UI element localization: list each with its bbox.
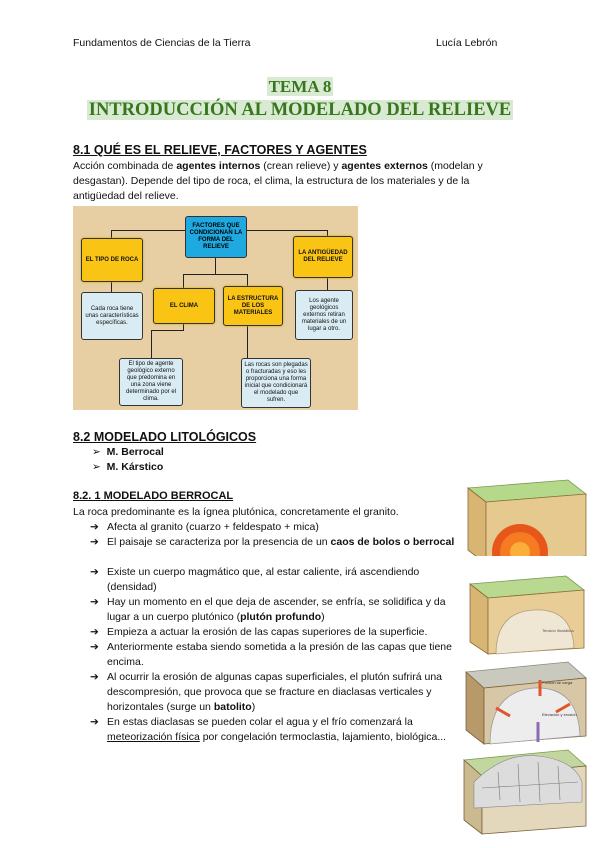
arrowhead-icon: ➢ [92, 446, 101, 458]
arrow-icon: ➔ [90, 641, 99, 653]
arrow-icon: ➔ [90, 716, 99, 728]
list-item: ➔ Empieza a actuar la erosión de las capas superiores de la superficie. [90, 626, 428, 638]
page-title: INTRODUCCIÓN AL MODELADO DEL RELIEVE [88, 100, 512, 120]
label-c: Elevación y erosión [542, 712, 577, 717]
list-item: ➔ Hay un momento en el que deja de ascender, se enfría, se solidifica y da lugar a un cuerpo plutónico (plutón profundo) [90, 596, 446, 623]
list-item: ➢ M. Berrocal [92, 446, 164, 458]
list-item: ➔ El paisaje se caracteriza por la presencia de un caos de bolos o berrocal [90, 536, 455, 548]
arrow-icon: ➔ [90, 626, 99, 638]
header-course: Fundamentos de Ciencias de la Tierra [73, 37, 251, 49]
diagram-estructura-box: LA ESTRUCTURA DE LOS MATERIALES [223, 286, 283, 326]
section-8-1-heading: 8.1 QUÉ ES EL RELIEVE, FACTORES Y AGENTES [73, 143, 367, 157]
list-item: ➔ Al ocurrir la erosión de algunas capas superficiales, el plutón sufrirá una descompresión, que provoca que se fracture en diaclasas verticales y horizontales (surge un batolito) [90, 671, 443, 713]
list-item: ➢ M. Kárstico [92, 461, 164, 473]
diagram-antiguedad-desc: Los agente geológicos externos retiran materiales de un lugar a otro. [295, 290, 353, 340]
tema-heading: TEMA 8 [268, 77, 332, 96]
berrocal-intro: La roca predominante es la ígnea plutónica, concretamente el granito. [73, 506, 399, 518]
list-item: ➔ Anteriormente estaba siendo sometida a la presión de las capas que tiene encima. [90, 641, 452, 668]
label-b: Presión de carga [542, 680, 573, 685]
arrow-icon: ➔ [90, 536, 99, 548]
header-author: Lucía Lebrón [436, 37, 498, 49]
list-item: ➔ Existe un cuerpo magmático que, al estar caliente, irá ascendiendo (densidad) [90, 566, 420, 593]
block-diagram-magma-rising [460, 470, 592, 566]
diagram-tipo-roca-box: EL TIPO DE ROCA [81, 238, 143, 282]
section-8-2-1-heading: 8.2. 1 MODELADO BERROCAL [73, 490, 234, 502]
arrow-icon: ➔ [90, 566, 99, 578]
factors-diagram [73, 206, 358, 410]
section-8-2-heading: 8.2 MODELADO LITOLÓGICOS [73, 430, 257, 444]
diagram-clima-box: EL CLIMA [153, 288, 215, 324]
arrow-icon: ➔ [90, 671, 99, 683]
arrow-icon: ➔ [90, 521, 99, 533]
arrowhead-icon: ➢ [92, 461, 101, 473]
block-diagram-decompression [460, 656, 592, 748]
list-item: ➔ Afecta al granito (cuarzo + feldespato + mica) [90, 521, 319, 533]
label-a: Tensión litostática [542, 628, 574, 633]
diagram-antiguedad-box: LA ANTIGÜEDAD DEL RELIEVE [293, 236, 353, 278]
diagram-center-box: FACTORES QUE CONDICIONAN LA FORMA DEL RELIEVE [185, 216, 247, 258]
diagram-tipo-roca-desc: Cada roca tiene unas características específicas. [81, 292, 143, 340]
diagram-estructura-desc: Las rocas son plegadas o fracturadas y eso les proporciona una forma inicial que condicionará el modelado que sufren. [241, 358, 311, 408]
diagram-clima-desc: El tipo de agente geológico externo que predomina en una zona viene determinado por el clima. [119, 358, 183, 406]
section-8-1-paragraph: Acción combinada de agentes internos (crean relieve) y agentes externos (modelan y desgastan). Depende del tipo de roca, el clima, la estructura de los materiales y de la antigüedad del relieve. [73, 160, 483, 202]
arrow-icon: ➔ [90, 596, 99, 608]
block-diagram-pluton [462, 568, 592, 660]
block-diagram-batolito [458, 742, 592, 838]
list-item: ➔ En estas diaclasas se pueden colar el agua y el frío comenzará la meteorización física por congelación termoclastia, lajamiento, biológica... [90, 716, 447, 743]
